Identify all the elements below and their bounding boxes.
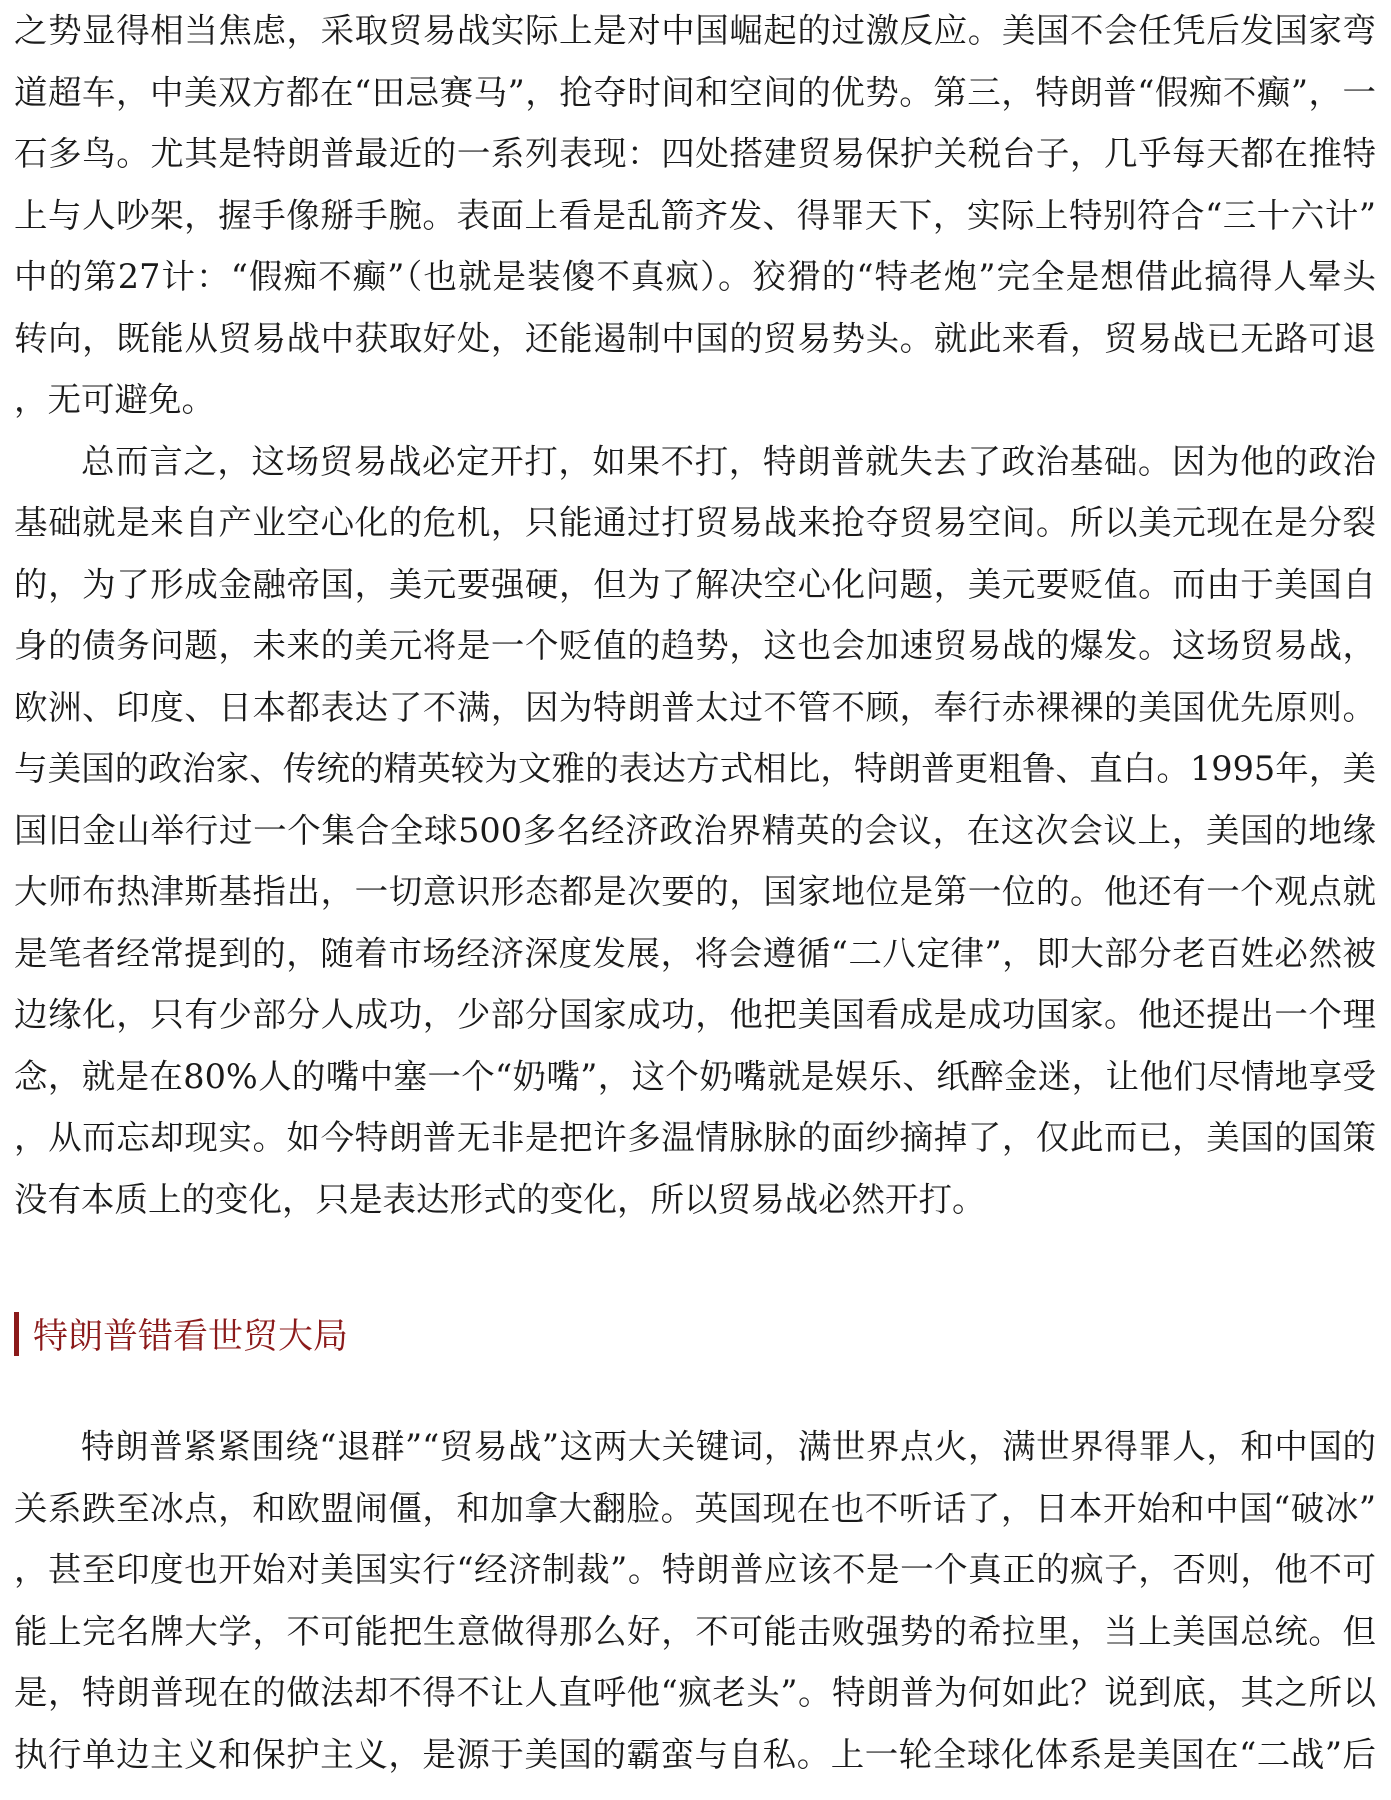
paragraph-line: 大师布热津斯基指出，一切意识形态都是次要的，国家地位是第一位的。他还有一个观点就 — [14, 872, 1376, 911]
paragraph-line: 欧洲、印度、日本都表达了不满，因为特朗普太过不管不顾，奉行赤裸裸的美国优先原则。 — [14, 687, 1376, 727]
paragraph-line: 特朗普紧紧围绕“退群”“贸易战”这两大关键词，满世界点火，满世界得罪人，和中国的 — [81, 1427, 1376, 1466]
section-heading — [14, 1304, 1376, 1364]
paragraph-2 — [14, 431, 1376, 1231]
paragraph-line: 转向，既能从贸易战中获取好处，还能遏制中国的贸易势头。就此来看，贸易战已无路可退 — [14, 318, 1376, 358]
paragraph-line: 是笔者经常提到的，随着市场经济深度发展，将会遵循“二八定律”，即大部分老百姓必然被 — [14, 933, 1376, 973]
paragraph-line: 边缘化，只有少部分人成功，少部分国家成功，他把美国看成是成功国家。他还提出一个理 — [14, 995, 1376, 1034]
document-page — [14, 0, 1376, 1785]
paragraph-line: 上与人吵架，握手像掰手腕。表面上看是乱箭齐发、得罪天下，实际上特别符合“三十六计” — [14, 195, 1376, 235]
paragraph-3 — [14, 1416, 1376, 1785]
paragraph-line: 是，特朗普现在的做法却不得不让人直呼他“疯老头”。特朗普为何如此？说到底，其之所以 — [14, 1673, 1376, 1712]
paragraph-line: 中的第27计：“假痴不癫”（也就是装傻不真疯）。狡猾的“特老炮”完全是想借此搞得人晕头 — [14, 257, 1376, 296]
paragraph-line: 身的债务问题，未来的美元将是一个贬值的趋势，这也会加速贸易战的爆发。这场贸易战， — [14, 626, 1376, 665]
paragraph-line: 与美国的政治家、传统的精英较为文雅的表达方式相比，特朗普更粗鲁、直白。1995年，美 — [14, 749, 1376, 788]
section-title: 特朗普错看世贸大局 — [33, 1317, 349, 1357]
paragraph-line: 关系跌至冰点，和欧盟闹僵，和加拿大翻脸。英国现在也不听话了，日本开始和中国“破冰” — [14, 1488, 1376, 1528]
paragraph-line: 的，为了形成金融帝国，美元要强硬，但为了解决空心化问题，美元要贬值。而由于美国自 — [14, 564, 1376, 604]
paragraph-line: 道超车，中美双方都在“田忌赛马”，抢夺时间和空间的优势。第三，特朗普“假痴不癫”，一 — [14, 72, 1376, 112]
paragraph-1 — [14, 0, 1376, 431]
paragraph-line: 执行单边主义和保护主义，是源于美国的霸蛮与自私。上一轮全球化体系是美国在“二战”后 — [14, 1734, 1376, 1774]
paragraph-line: 石多鸟。尤其是特朗普最近的一系列表现：四处搭建贸易保护关税台子，几乎每天都在推特 — [14, 134, 1376, 173]
paragraph-line: 没有本质上的变化，只是表达形式的变化，所以贸易战必然开打。 — [14, 1179, 986, 1219]
paragraph-line: 之势显得相当焦虑，采取贸易战实际上是对中国崛起的过激反应。美国不会任凭后发国家弯 — [14, 11, 1376, 50]
paragraph-line: ，无可避免。 — [14, 380, 215, 419]
paragraph-line: 总而言之，这场贸易战必定开打，如果不打，特朗普就失去了政治基础。因为他的政治 — [81, 441, 1376, 481]
paragraph-line: 能上完名牌大学，不可能把生意做得那么好，不可能击败强势的希拉里，当上美国总统。但 — [14, 1611, 1376, 1651]
paragraph-line: 国旧金山举行过一个集合全球500多名经济政治界精英的会议，在这次会议上，美国的地缘 — [14, 810, 1376, 850]
paragraph-line: 基础就是来自产业空心化的危机，只能通过打贸易战来抢夺贸易空间。所以美元现在是分裂 — [14, 503, 1376, 542]
paragraph-line: ，甚至印度也开始对美国实行“经济制裁”。特朗普应该不是一个真正的疯子，否则，他不可 — [14, 1550, 1376, 1589]
heading-accent-bar — [14, 1312, 19, 1356]
paragraph-line: ，从而忘却现实。如今特朗普无非是把许多温情脉脉的面纱摘掉了，仅此而已，美国的国策 — [14, 1118, 1376, 1157]
paragraph-line: 念，就是在80%人的嘴中塞一个“奶嘴”，这个奶嘴就是娱乐、纸醉金迷，让他们尽情地享受 — [14, 1056, 1376, 1096]
